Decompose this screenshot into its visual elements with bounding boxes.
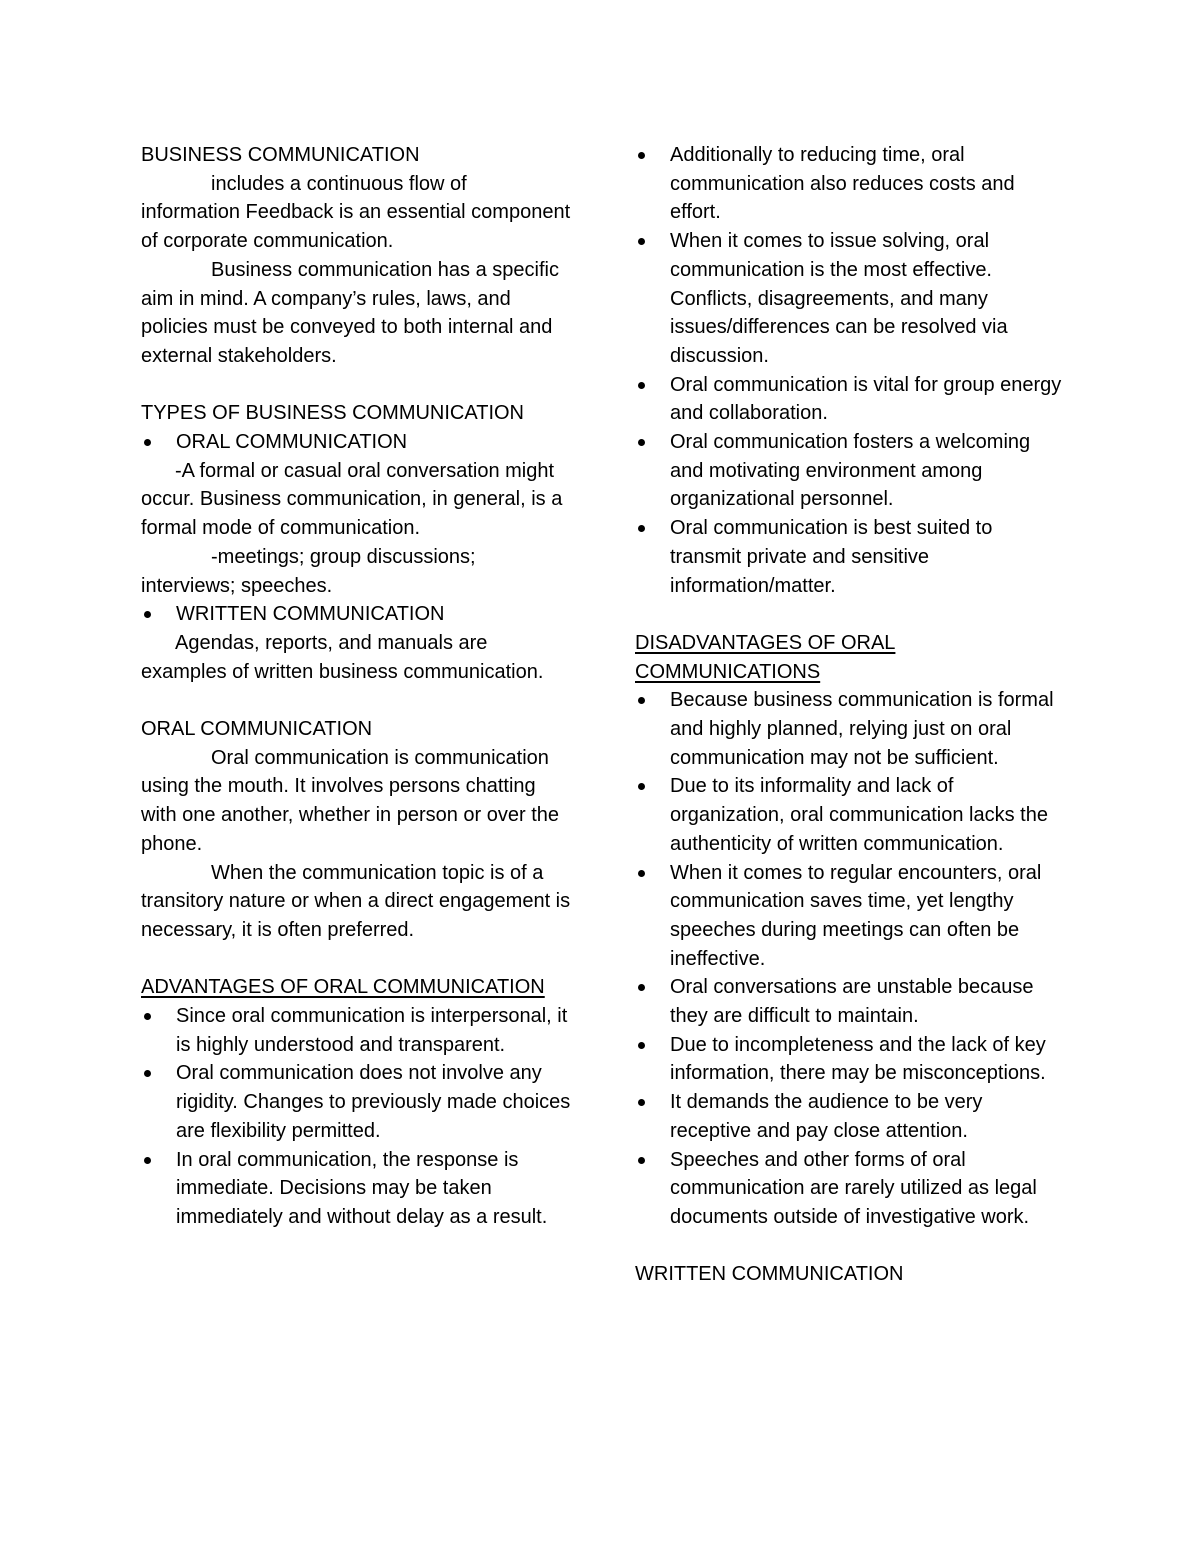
type-written-description: Agendas, reports, and manuals are examples of written business communication. xyxy=(141,631,544,683)
list-item: Oral communication is vital for group energy and collaboration. xyxy=(635,371,1063,428)
type-label-written: WRITTEN COMMUNICATION xyxy=(176,603,445,626)
right-column xyxy=(635,141,1063,1289)
list-item: Because business communication is formal and highly planned, relying just on oral communication may not be sufficient. xyxy=(635,686,1063,772)
business-communication-paragraph-1: includes a continuous flow of information Feedback is an essential component of corporate communication. xyxy=(141,172,571,253)
list-item: Oral communication is best suited to transmit private and sensitive information/matter. xyxy=(635,514,1063,600)
types-heading: TYPES OF BUSINESS COMMUNICATION xyxy=(141,402,524,425)
type-oral-examples: -meetings; group discussions; interviews; speeches. xyxy=(141,545,476,597)
list-item: Speeches and other forms of oral communication are rarely utilized as legal documents outside of investigative work. xyxy=(635,1146,1063,1232)
list-item: Due to incompleteness and the lack of key information, there may be misconceptions. xyxy=(635,1031,1063,1088)
business-communication-paragraph-2: Business communication has a specific aim in mind. A company’s rules, laws, and policies must be conveyed to both internal and external stakeholders. xyxy=(141,258,559,367)
type-item-written xyxy=(141,600,571,629)
types-list xyxy=(141,428,571,457)
spacer xyxy=(141,371,571,400)
list-item: When it comes to issue solving, oral communication is the most effective. Conflicts, disagreements, and many issues/differences can be resolved via discussion. xyxy=(635,227,1063,371)
list-item: Oral conversations are unstable because they are difficult to maintain. xyxy=(635,973,1063,1030)
type-oral-description: -A formal or casual oral conversation might occur. Business communication, in general, is a formal mode of communication. xyxy=(141,459,563,540)
spacer xyxy=(635,1232,1063,1261)
type-label-oral: ORAL COMMUNICATION xyxy=(176,431,408,454)
list-item: Since oral communication is interpersonal, it is highly understood and transparent. xyxy=(141,1002,571,1059)
oral-communication-heading: ORAL COMMUNICATION xyxy=(141,718,373,741)
business-communication-heading: BUSINESS COMMUNICATION xyxy=(141,144,420,166)
list-item: When it comes to regular encounters, oral communication saves time, yet lengthy speeches during meetings can often be ineffective. xyxy=(635,859,1063,974)
advantages-list-continued xyxy=(635,141,1063,600)
disadvantages-heading: DISADVANTAGES OF ORAL COMMUNICATIONS xyxy=(635,631,896,683)
spacer xyxy=(635,600,1063,629)
written-communication-heading: WRITTEN COMMUNICATION xyxy=(635,1263,904,1286)
left-column xyxy=(141,141,571,1232)
oral-communication-paragraph-2: When the communication topic is of a transitory nature or when a direct engagement is necessary, it is often preferred. xyxy=(141,861,571,941)
list-item: Oral communication does not involve any rigidity. Changes to previously made choices are flexibility permitted. xyxy=(141,1059,571,1145)
list-item: Due to its informality and lack of organization, oral communication lacks the authenticity of written communication. xyxy=(635,772,1063,858)
advantages-list xyxy=(141,1002,571,1232)
types-list-2 xyxy=(141,600,571,629)
disadvantages-list xyxy=(635,686,1063,1231)
list-item: It demands the audience to be very receptive and pay close attention. xyxy=(635,1088,1063,1145)
oral-communication-paragraph-1: Oral communication is communication using the mouth. It involves persons chatting with one another, whether in person or over the phone. xyxy=(141,746,560,855)
list-item: Additionally to reducing time, oral communication also reduces costs and effort. xyxy=(635,141,1063,227)
list-item: In oral communication, the response is immediate. Decisions may be taken immediately and without delay as a result. xyxy=(141,1146,571,1232)
spacer xyxy=(141,945,571,974)
spacer xyxy=(141,686,571,715)
list-item: Oral communication fosters a welcoming and motivating environment among organizational personnel. xyxy=(635,428,1063,514)
type-item-oral xyxy=(141,428,571,457)
advantages-heading: ADVANTAGES OF ORAL COMMUNICATION xyxy=(141,976,545,999)
